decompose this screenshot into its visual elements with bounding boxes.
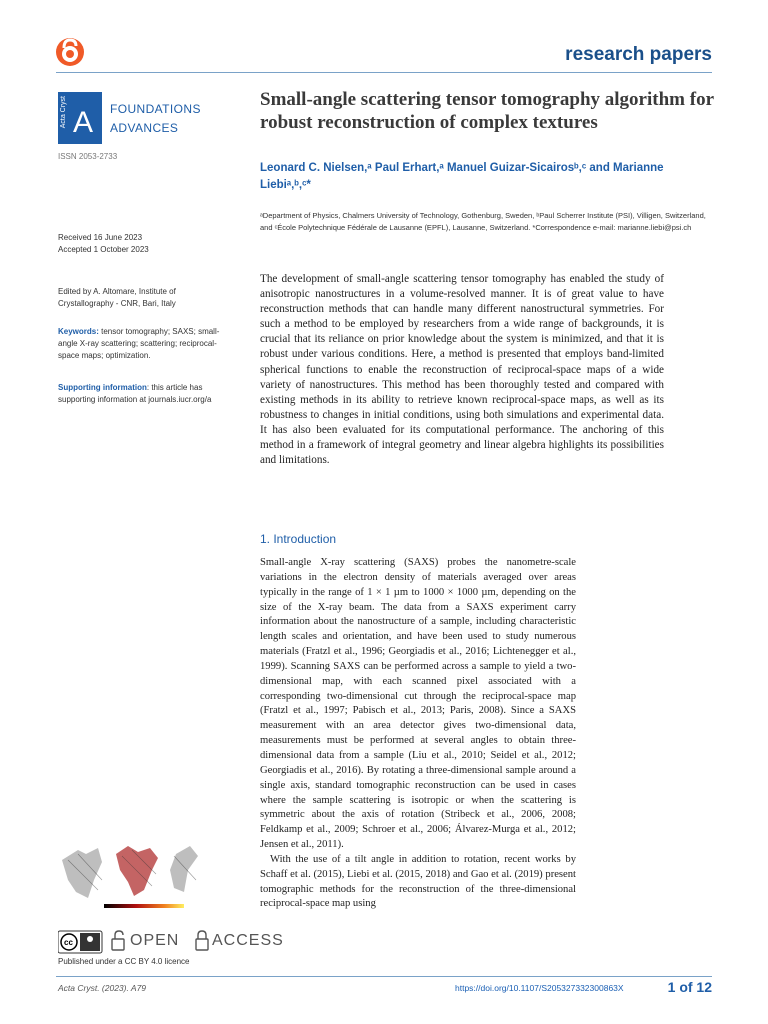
authors-line1: Leonard C. Nielsen,ᵃ Paul Erhart,ᵃ Manuel Guizar-Sicairosᵇ,ᶜ and Marianne xyxy=(260,162,664,174)
keywords-text: tensor tomography; SAXS; small-angle X-ray scattering; scattering; reciprocal-space maps; optimization. xyxy=(58,327,220,360)
authors-line2: Liebiᵃ,ᵇ,ᶜ* xyxy=(260,179,311,191)
journal-name xyxy=(110,100,201,138)
supporting-info-link[interactable]: Supporting information xyxy=(58,383,147,392)
article-title: Small-angle scattering tensor tomography algorithm for robust reconstruction of complex textures xyxy=(260,89,714,133)
journal-logo xyxy=(58,92,102,144)
open-lock-icon xyxy=(112,931,124,950)
open-label: OPEN xyxy=(130,932,180,949)
open-access-logo xyxy=(54,36,86,68)
footer-citation: Acta Cryst. (2023). A79 xyxy=(58,983,147,993)
supporting-info xyxy=(58,382,230,406)
abstract: The development of small-angle scattering tensor tomography has enabled the study of anisotropic nanostructures in a volume-resolved manner. It is of great value to have reconstruction methods that can handle many different nanostructural symmetries. For such a method to be employed by researchers from a wide range of backgrounds, it is crucial that its reliance on prior knowledge about the system is minimized, and that it is robust under various conditions. Here, a method is presented that employs band-limited spherical functions to enable the reconstruction of reciprocal-space maps of a wide variety of nanostructures. This method has been thoroughly tested and compared with existing methods in its ability to retrieve known reciprocal-space maps, as well as its robustness to changes in initial conditions, using both simulations and experimental data. It has also been evaluated for its computational performance. The anchoring of this method in a framework of integral geometry and linear algebra highlights its possibilities and limitations. xyxy=(260,273,664,467)
graphical-abstract-figure xyxy=(58,840,230,918)
accepted-date: Accepted 1 October 2023 xyxy=(58,245,149,254)
journal-name-line1: FOUNDATIONS xyxy=(110,102,201,116)
intro-paragraph-1: Small-angle X-ray scattering (SAXS) probes the nanometre-scale variations in the electron density of materials averaged over areas typically in the range of 1 × 1 µm to 1000 × 1000 µm, depending on the size of the X-ray beam. The data from a SAXS experiment carry information about the nanostructure of a sample, including characteristic length scales and orientation, and have been used to study numerous materials (Fratzl et al., 1996; Georgiadis et al., 2016; Lichtenegger et al., 1999). Scanning SAXS can be performed across a sample to yield a two-dimensional map, with each scanned pixel associated with a corresponding two-dimensional cut through the reciprocal-space map (Fratzl et al., 1997; Pabisch et al., 2013; Paris, 2008). Since a SAXS measurement with an area detector gives two-dimensional data, measurements must be performed at several angles to obtain three-dimensional data from a sample (Liu et al., 2010; Seidel et al., 2012; Georgiadis et al., 2016). By rotating a three-dimensional sample around a single axis, standard tomographic reconstruction can be used in cases where the sample scattering is isotropic or when the scattering is symmetric about the axis of rotation (Stribeck et al., 2006, 2008; Feldkamp et al., 2009; Schroer et al., 2006; Álvarez-Murga et al., 2012; Jensen et al., 2011). xyxy=(260,557,576,851)
affiliations: ᵃDepartment of Physics, Chalmers University of Technology, Gothenburg, Sweden, ᵇPaul Scherrer Institute (PSI), Villigen, Switzerland, and ᶜÉcole Polytechnique Fédérale de Lausanne (EPFL), Lausanne, Switzerland. *Correspondence e-mail: marianne.liebi@psi.ch xyxy=(260,211,706,232)
journal-name-line2: ADVANCES xyxy=(110,121,179,135)
closed-lock-icon xyxy=(196,931,208,950)
received-date: Received 16 June 2023 xyxy=(58,233,143,242)
supporting-info-text: : this article has supporting information at journals.iucr.org/a xyxy=(58,383,212,404)
authors xyxy=(260,160,715,194)
section-label: research papers xyxy=(565,44,712,65)
access-label: ACCESS xyxy=(212,932,284,949)
svg-text:cc: cc xyxy=(64,938,73,947)
license-text: Published under a CC BY 4.0 licence xyxy=(58,957,190,966)
history xyxy=(58,232,230,256)
license-badges xyxy=(58,930,284,954)
doi-link[interactable]: https://doi.org/10.1107/S205327332300863X xyxy=(455,983,624,993)
figure-graphic xyxy=(58,840,230,918)
keywords xyxy=(58,326,230,362)
header-divider xyxy=(56,72,712,73)
footer-divider xyxy=(56,976,712,977)
page-number: 1 of 12 xyxy=(667,979,712,995)
intro-paragraph-2: With the use of a tilt angle in addition to rotation, recent works by Schaff et al. (2015), Liebi et al. (2015, 2018) and Gao et al. (2019) present tomographic methods for the reconstruction of the three-dimensional reciprocal-space map using xyxy=(260,853,576,910)
keywords-label: Keywords: xyxy=(58,327,99,336)
editor-note: Edited by A. Altomare, Institute of Crystallography - CNR, Bari, Italy xyxy=(58,287,176,308)
issn: ISSN 2053-2733 xyxy=(58,152,118,161)
journal-letter: A xyxy=(73,106,94,139)
introduction-body xyxy=(260,556,576,912)
section-heading-introduction: 1. Introduction xyxy=(260,532,337,546)
journal-vertical-label: Acta Cryst xyxy=(60,96,67,129)
open-access-icon xyxy=(54,36,86,68)
